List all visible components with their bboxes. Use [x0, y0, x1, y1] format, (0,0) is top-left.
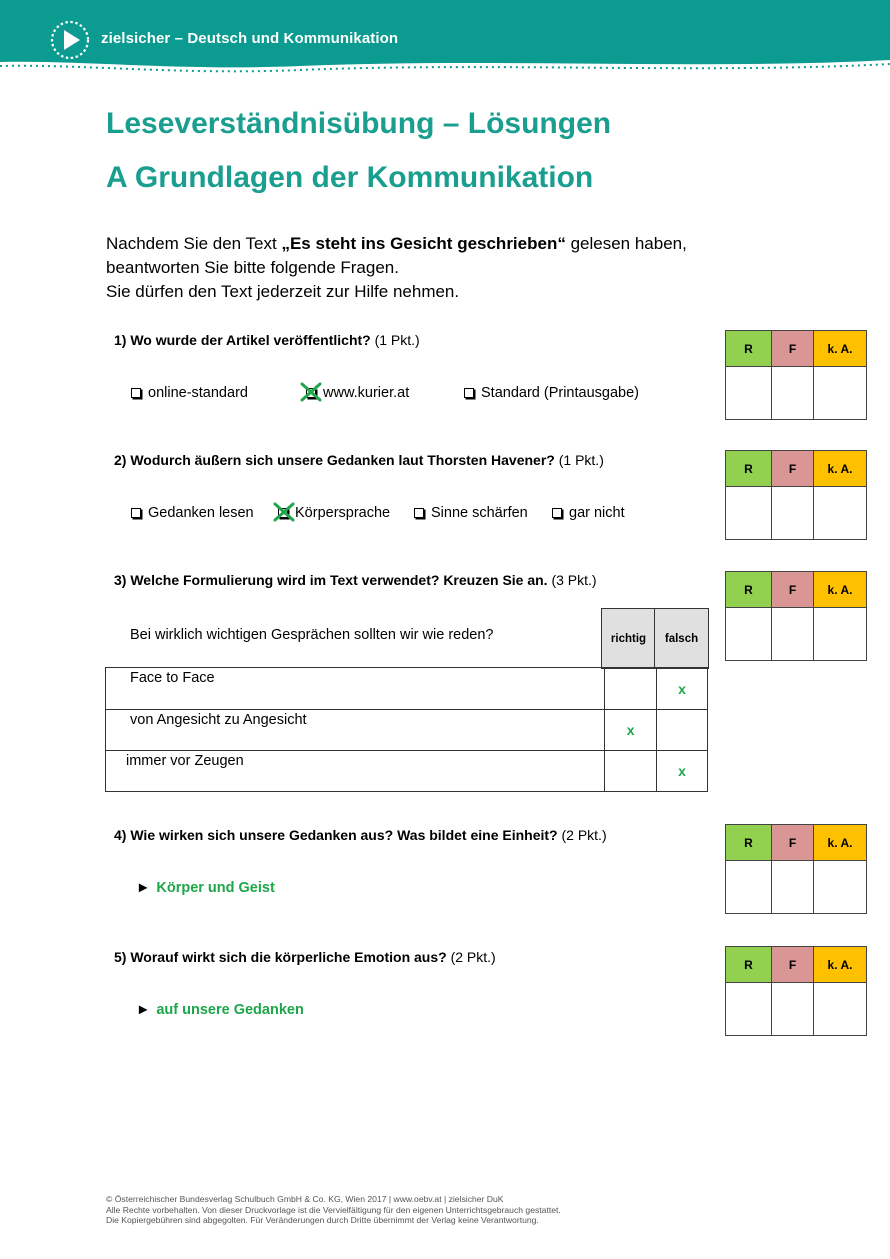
checkbox-icon[interactable] [552, 508, 562, 518]
rating-table-q2 [725, 450, 867, 540]
footer [106, 1194, 561, 1226]
question-5-text: 5) Worauf wirkt sich die körperliche Emotion aus? [114, 949, 447, 965]
table-row [106, 751, 708, 792]
question-2 [114, 452, 604, 468]
footer-line-1: © Österreichischer Bundesverlag Schulbuch GmbH & Co. KG, Wien 2017 | www.oebv.at | zielsicher DuK [106, 1194, 504, 1204]
check-cross-icon [272, 501, 296, 523]
intro-line-2: beantworten Sie bitte folgende Fragen. [106, 258, 399, 277]
rating-cell[interactable] [772, 487, 814, 540]
question-3 [114, 572, 597, 588]
rating-cell[interactable] [772, 608, 814, 661]
rating-cell[interactable] [814, 487, 867, 540]
rating-cell[interactable] [726, 608, 772, 661]
question-2-text: 2) Wodurch äußern sich unsere Gedanken laut Thorsten Havener? [114, 452, 555, 468]
option-label: www.kurier.at [323, 385, 410, 401]
rating-f: F [772, 572, 814, 608]
q2-option-gedanken-lesen[interactable] [131, 505, 254, 521]
intro-text-title: „Es steht ins Gesicht geschrieben“ [281, 234, 566, 253]
q3-col-falsch: falsch [654, 608, 709, 669]
q1-option-online-standard[interactable] [131, 385, 248, 401]
rating-cell[interactable] [726, 861, 772, 914]
answer-text: Körper und Geist [156, 880, 275, 896]
question-5 [114, 949, 496, 965]
intro-line-3: Sie dürfen den Text jederzeit zur Hilfe nehmen. [106, 282, 460, 301]
question-1-points: (1 Pkt.) [370, 332, 420, 348]
option-label: online-standard [148, 385, 248, 401]
rating-ka: k. A. [814, 331, 867, 367]
q5-answer [136, 1002, 304, 1018]
answer-text: auf unsere Gedanken [156, 1002, 304, 1018]
brand-title: zielsicher – Deutsch und Kommunikation [101, 30, 399, 47]
rating-cell[interactable] [726, 487, 772, 540]
cell-richtig[interactable]: x [605, 710, 657, 751]
cell-falsch[interactable]: x [657, 668, 708, 710]
option-label: Körpersprache [295, 505, 391, 521]
q3-table [105, 667, 708, 792]
rating-cell[interactable] [772, 861, 814, 914]
section-title: A Grundlagen der Kommunikation [106, 161, 594, 194]
rating-cell[interactable] [772, 367, 814, 420]
footer-line-3: Die Kopiergebühren sind abgegolten. Für Veränderungen durch Dritte übernimmt der Verlag keine Verantwortung. [106, 1215, 539, 1226]
option-label: Sinne schärfen [431, 505, 528, 521]
rating-r: R [726, 451, 772, 487]
checkbox-icon[interactable] [414, 508, 424, 518]
rating-f: F [772, 825, 814, 861]
question-4 [114, 827, 607, 843]
cell-falsch[interactable] [657, 710, 708, 751]
rating-r: R [726, 331, 772, 367]
question-4-points: (2 Pkt.) [557, 827, 607, 843]
q1-option-standard-print[interactable] [464, 385, 639, 401]
question-2-points: (1 Pkt.) [554, 452, 604, 468]
rating-ka: k. A. [814, 451, 867, 487]
rating-f: F [772, 947, 814, 983]
rating-cell[interactable] [814, 608, 867, 661]
rating-f: F [772, 451, 814, 487]
q3-col-richtig: richtig [601, 608, 656, 669]
checkbox-icon[interactable] [464, 388, 474, 398]
rating-f: F [772, 331, 814, 367]
question-5-points: (2 Pkt.) [446, 949, 496, 965]
cell-richtig[interactable] [605, 668, 657, 710]
check-cross-icon [299, 381, 323, 403]
q3-prompt: Bei wirklich wichtigen Gesprächen sollten wir wie reden? [130, 627, 494, 643]
intro-post: gelesen haben, [565, 234, 687, 253]
intro-pre: Nachdem Sie den Text [106, 234, 282, 253]
question-3-text: 3) Welche Formulierung wird im Text verwendet? Kreuzen Sie an. [114, 572, 548, 588]
question-1-text: 1) Wo wurde der Artikel veröffentlicht? [114, 332, 371, 348]
rating-table-q4 [725, 824, 867, 914]
rating-table-q3 [725, 571, 867, 661]
cell-richtig[interactable] [605, 751, 657, 792]
option-label: Standard (Printausgabe) [481, 385, 639, 401]
option-label: Gedanken lesen [148, 505, 254, 521]
rating-r: R [726, 825, 772, 861]
rating-table-q1 [725, 330, 867, 420]
table-row [106, 710, 708, 751]
rating-cell[interactable] [772, 983, 814, 1036]
rating-r: R [726, 572, 772, 608]
cell-falsch[interactable]: x [657, 751, 708, 792]
q2-option-sinne-schaerfen[interactable] [414, 505, 528, 521]
rating-ka: k. A. [814, 825, 867, 861]
option-label: gar nicht [569, 505, 625, 521]
rating-cell[interactable] [726, 983, 772, 1036]
arrow-right-icon: ► [136, 1002, 151, 1018]
intro-text [106, 232, 687, 304]
row-label: Face to Face [106, 668, 605, 710]
rating-cell[interactable] [814, 983, 867, 1036]
footer-line-2: Alle Rechte vorbehalten. Von dieser Druckvorlage ist die Vervielfältigung für den eigenen Unterrichtsgebrauch gestattet. [106, 1204, 561, 1215]
checkbox-icon[interactable] [131, 388, 141, 398]
question-4-text: 4) Wie wirken sich unsere Gedanken aus? Was bildet eine Einheit? [114, 827, 558, 843]
rating-cell[interactable] [814, 367, 867, 420]
page-title: Leseverständnisübung – Lösungen [106, 107, 612, 140]
checkbox-icon[interactable] [131, 508, 141, 518]
rating-table-q5 [725, 946, 867, 1036]
row-label: immer vor Zeugen [106, 751, 605, 792]
q4-answer [136, 880, 275, 896]
rating-ka: k. A. [814, 572, 867, 608]
question-1 [114, 332, 420, 348]
rating-r: R [726, 947, 772, 983]
rating-ka: k. A. [814, 947, 867, 983]
question-3-points: (3 Pkt.) [547, 572, 597, 588]
q2-option-gar-nicht[interactable] [552, 505, 625, 521]
arrow-right-icon: ► [136, 880, 151, 896]
rating-cell[interactable] [726, 367, 772, 420]
row-label: von Angesicht zu Angesicht [106, 710, 605, 751]
rating-cell[interactable] [814, 861, 867, 914]
table-row [106, 668, 708, 710]
